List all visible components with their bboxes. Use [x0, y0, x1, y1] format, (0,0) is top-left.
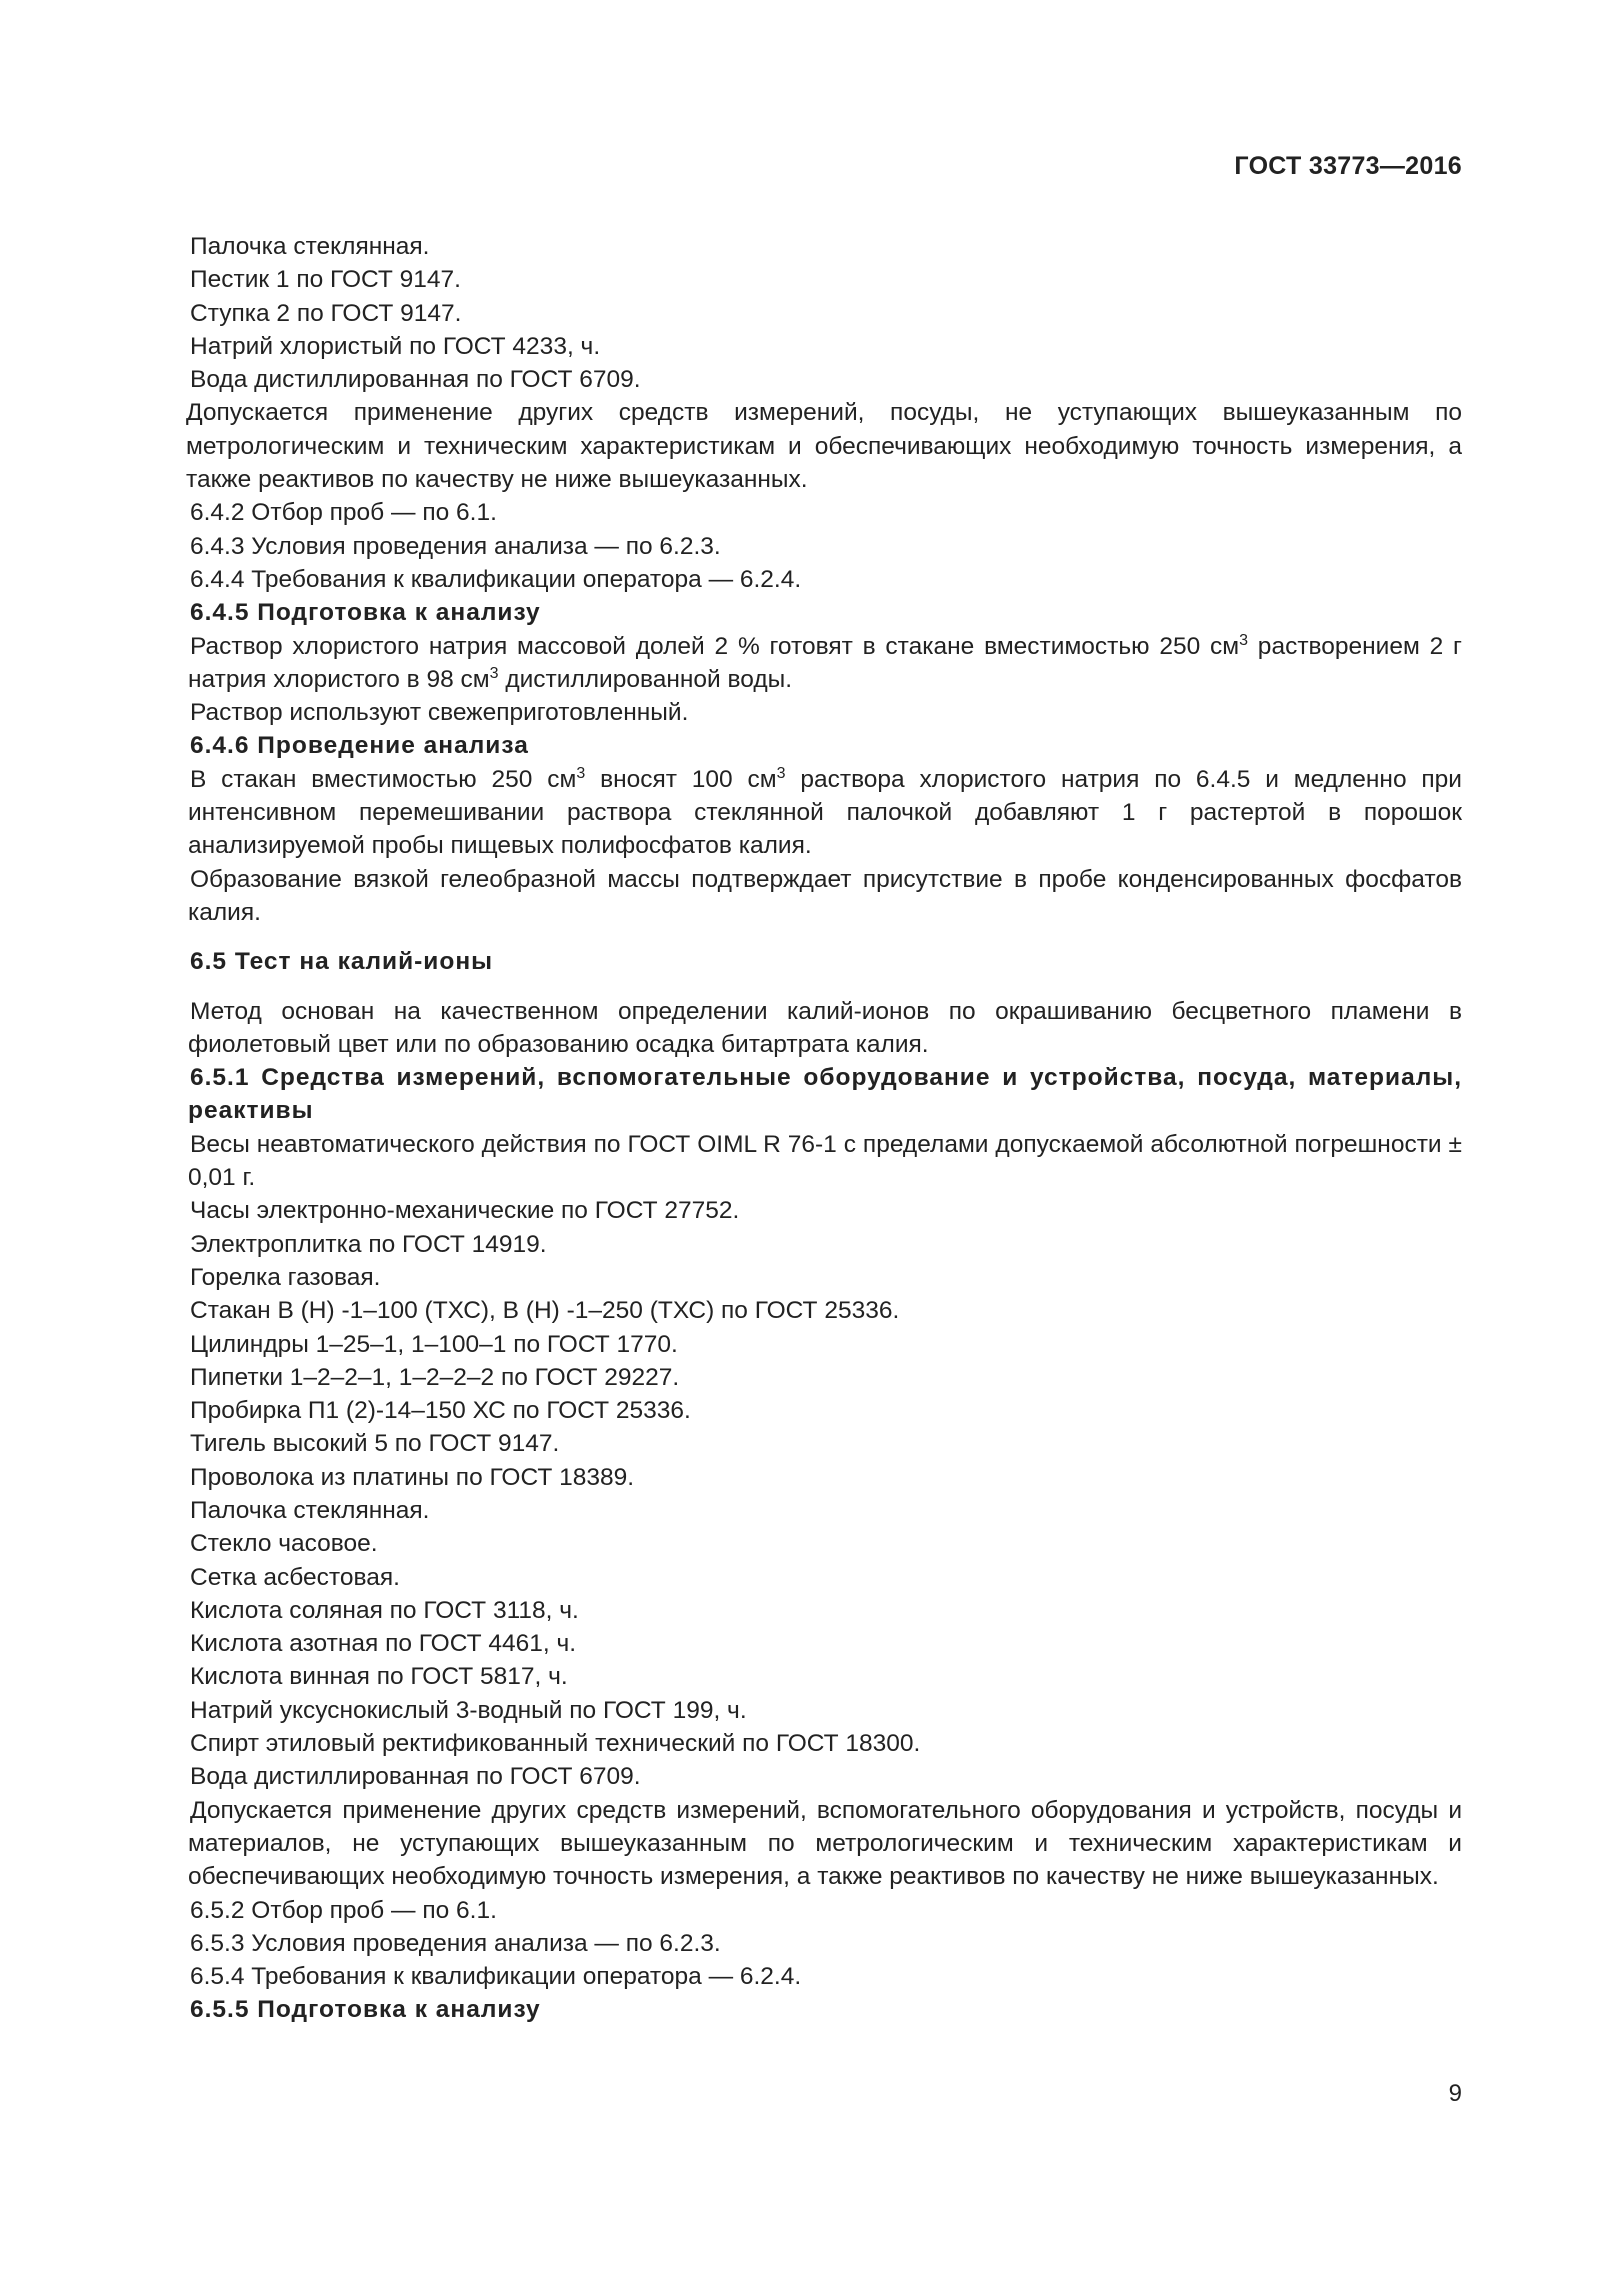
list-item: Пестик 1 по ГОСТ 9147. — [190, 266, 461, 294]
paragraph-allowed-2: Допускается применение других средств измерений, вспомогательного оборудования и устройств, посуды и материалов, не уступающих вышеуказанным по метрологическим и техническим характеристикам и обеспечивающих необходимую точность измерения, а также реактивов по качеству не ниже вышеуказанных. — [188, 1796, 1462, 1891]
list-item: Тигель высокий 5 по ГОСТ 9147. — [190, 1430, 560, 1458]
list-item: Ступка 2 по ГОСТ 9147. — [190, 299, 462, 327]
list-item: Сетка асбестовая. — [190, 1563, 400, 1591]
text-run: В стакан вместимостью 250 см — [190, 765, 577, 793]
text-run: вносят 100 см — [585, 765, 777, 793]
list-item: Часы электронно-механические по ГОСТ 27752. — [190, 1197, 740, 1225]
clause-6-5-5-title: 6.5.5 Подготовка к анализу — [190, 1996, 541, 2024]
list-item: Палочка стеклянная. — [190, 233, 430, 260]
list-item: Проволока из платины по ГОСТ 18389. — [190, 1463, 635, 1491]
paragraph-text: Допускается применение других средств измерений, посуды, не уступающих вышеуказанным по метрологическим и техническим характеристикам и обеспечивающих необходимую точность измерения, а также реактивов по качеству не ниже вышеуказанных. — [186, 399, 1462, 494]
document-body — [188, 230, 1462, 2027]
list-item: Кислота винная по ГОСТ 5817, ч. — [190, 1663, 568, 1691]
clause-6-4-2: 6.4.2 Отбор проб — по 6.1. — [190, 499, 497, 527]
list-item: Натрий уксуснокислый 3-водный по ГОСТ 199, ч. — [190, 1696, 747, 1724]
clause-6-4-5-fresh: Раствор используют свежеприготовленный. — [190, 699, 689, 727]
superscript: 3 — [489, 664, 499, 682]
clause-6-4-6-result: Образование вязкой гелеобразной массы подтверждает присутствие в пробе конденсированных фосфатов калия. — [188, 865, 1462, 926]
list-item: Палочка стеклянная. — [190, 1496, 430, 1524]
superscript: 3 — [776, 764, 786, 782]
clause-6-4-4: 6.4.4 Требования к квалификации оператора — 6.2.4. — [190, 565, 802, 593]
superscript: 3 — [1239, 631, 1249, 649]
list-item: Электроплитка по ГОСТ 14919. — [190, 1230, 547, 1258]
clause-6-5-3: 6.5.3 Условия проведения анализа — по 6.2.3. — [190, 1929, 721, 1957]
paragraph-allowed-1 — [186, 396, 1462, 496]
list-item: Стакан В (Н) -1–100 (ТХС), В (Н) -1–250 (ТХС) по ГОСТ 25336. — [190, 1297, 900, 1325]
clause-6-4-6-title: 6.4.6 Проведение анализа — [190, 732, 529, 760]
text-run: Раствор хлористого натрия массовой долей 2 % готовят в стакане вместимостью 250 см — [190, 632, 1240, 660]
list-item: Спирт этиловый ректификованный технический по ГОСТ 18300. — [190, 1730, 921, 1758]
list-item: Пипетки 1–2–2–1, 1–2–2–2 по ГОСТ 29227. — [190, 1363, 680, 1391]
list-item: Горелка газовая. — [190, 1263, 381, 1291]
list-item: Цилиндры 1–25–1, 1–100–1 по ГОСТ 1770. — [190, 1330, 678, 1358]
section-6-5-title: 6.5 Тест на калий-ионы — [190, 948, 494, 976]
clause-6-5-2: 6.5.2 Отбор проб — по 6.1. — [190, 1896, 497, 1924]
clause-6-5-1-scales: Весы неавтоматического действия по ГОСТ OIML R 76-1 с пределами допускаемой абсолютной погрешности ± 0,01 г. — [188, 1130, 1462, 1192]
clause-6-4-6-text — [188, 763, 1462, 863]
clause-6-4-5-text — [188, 630, 1462, 697]
list-item: Пробирка П1 (2)-14–150 ХС по ГОСТ 25336. — [190, 1397, 691, 1425]
document-header: ГОСТ 33773—2016 — [1234, 152, 1462, 180]
text-run: дистиллированной воды. — [498, 665, 793, 693]
clause-6-4-3: 6.4.3 Условия проведения анализа — по 6.2.3. — [190, 532, 721, 560]
list-item: Кислота соляная по ГОСТ 3118, ч. — [190, 1596, 579, 1624]
text-run: раствора хлористого натрия по 6.4.5 и медленно при интенсивном перемешивании раствора стеклянной палочкой добавляют 1 г растертой в порошок анализируемой пробы пищевых полифосфатов калия. — [188, 765, 1462, 860]
clause-6-4-5-title: 6.4.5 Подготовка к анализу — [190, 599, 541, 627]
clause-6-5-1-title: 6.5.1 Средства измерений, вспомогательные оборудование и устройства, посуда, материалы, реактивы — [188, 1064, 1462, 1125]
list-item: Натрий хлористый по ГОСТ 4233, ч. — [190, 332, 601, 360]
page-number: 9 — [1448, 2080, 1462, 2107]
superscript: 3 — [576, 764, 586, 782]
list-item: Кислота азотная по ГОСТ 4461, ч. — [190, 1630, 577, 1658]
list-item: Вода дистиллированная по ГОСТ 6709. — [190, 1763, 641, 1791]
list-item: Стекло часовое. — [190, 1530, 378, 1558]
section-6-5-text: Метод основан на качественном определении калий-ионов по окрашиванию бесцветного пламени в фиолетовый цвет или по образованию осадка битартрата калия. — [188, 997, 1462, 1058]
list-item: Вода дистиллированная по ГОСТ 6709. — [190, 366, 641, 394]
clause-6-5-4: 6.5.4 Требования к квалификации оператора — 6.2.4. — [190, 1963, 802, 1991]
text-run: растворением 2 г натрия хлористого в 98 см — [188, 632, 1462, 693]
